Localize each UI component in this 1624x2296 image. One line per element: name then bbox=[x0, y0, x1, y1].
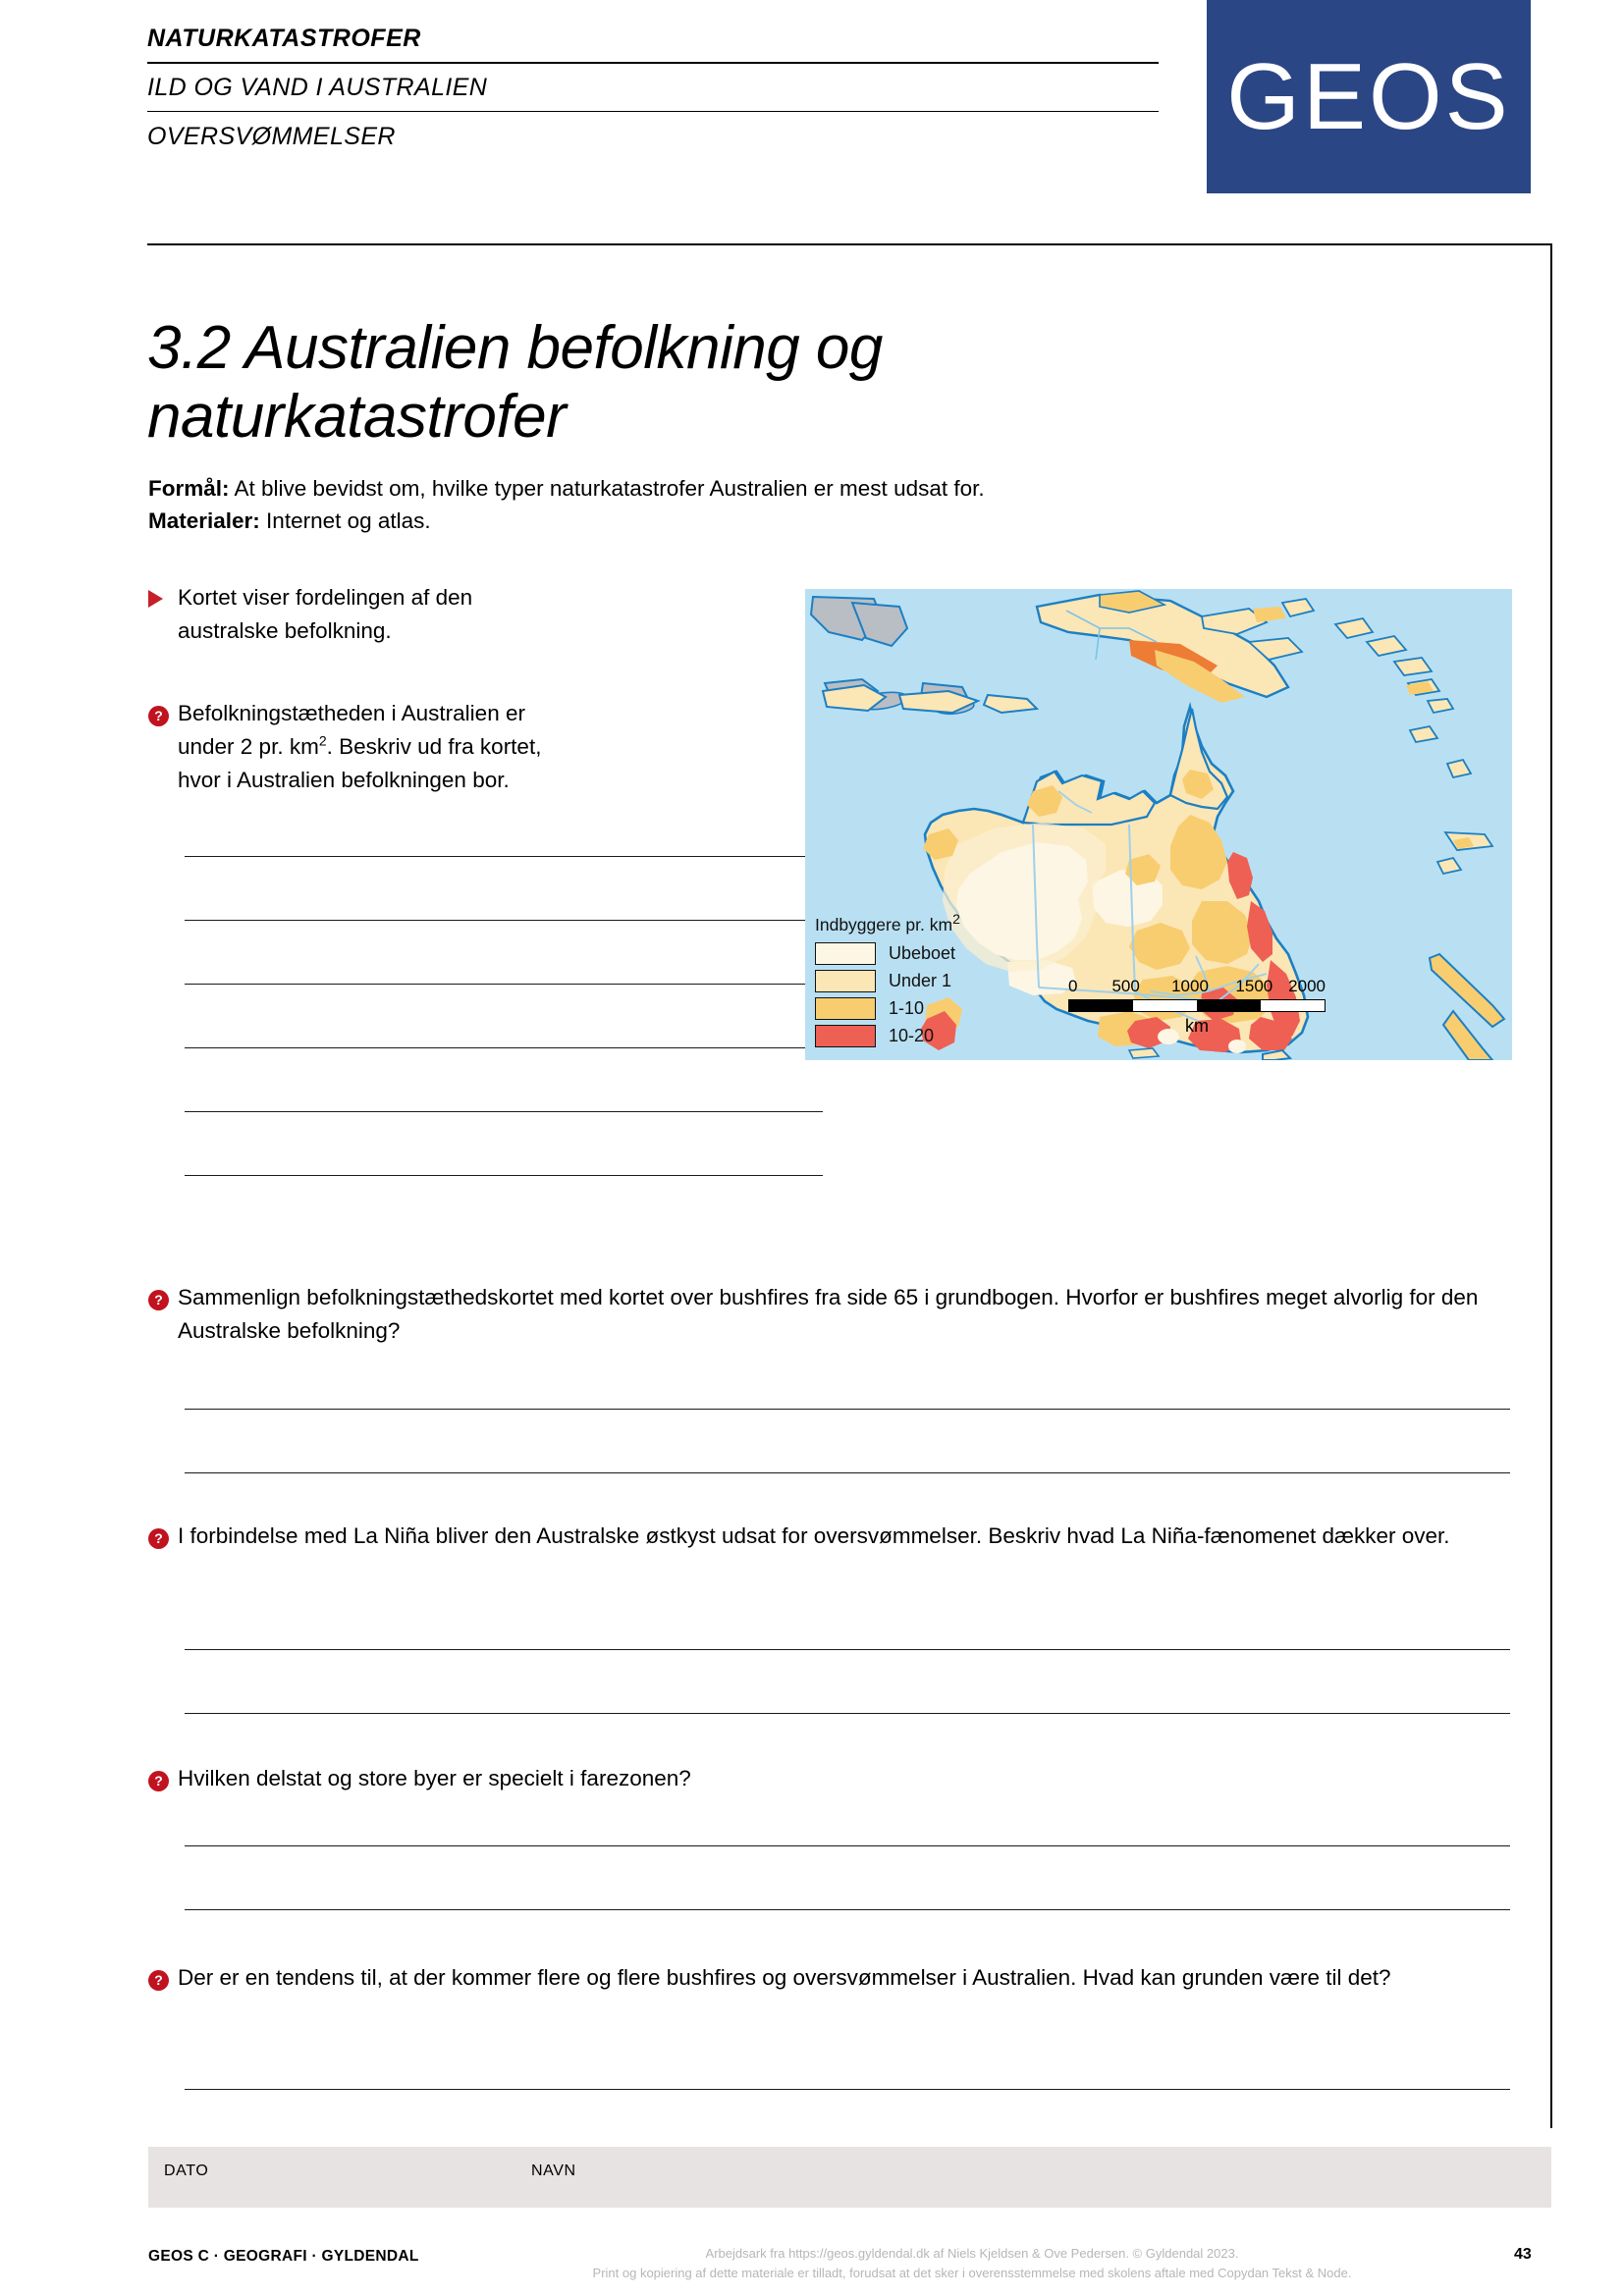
document-header bbox=[147, 25, 1159, 151]
info-bullet-block bbox=[148, 581, 570, 648]
question-block-5 bbox=[148, 1961, 1518, 1995]
answer-line[interactable] bbox=[185, 1472, 1510, 1473]
geos-logo-text: GEOS bbox=[1226, 43, 1511, 149]
question-block-1 bbox=[148, 697, 580, 796]
scale-tick-labels bbox=[1068, 977, 1326, 996]
header-section: OVERSVØMMELSER bbox=[147, 123, 396, 150]
question-text-3: I forbindelse med La Niña bliver den Australske østkyst udsat for oversvømmelser. Beskriv hvad La Niña-fænomenet dækker over. bbox=[178, 1523, 1450, 1548]
purpose-text: At blive bevidst om, hvilke typer naturkatastrofer Australien er mest udsat for. bbox=[229, 476, 985, 501]
legend-swatch bbox=[815, 997, 876, 1020]
legend-label: Under 1 bbox=[889, 971, 952, 990]
question-mark-icon: ? bbox=[148, 697, 178, 796]
population-density-map bbox=[805, 589, 1512, 1060]
header-chapter: ILD OG VAND I AUSTRALIEN bbox=[147, 64, 1159, 112]
date-field-label[interactable]: DATO bbox=[164, 2163, 209, 2179]
answer-line[interactable] bbox=[185, 1409, 1510, 1410]
scale-tick: 1500 bbox=[1235, 977, 1273, 995]
legend-row-10-20 bbox=[815, 1023, 960, 1048]
question-text-5: Der er en tendens til, at der kommer flere og flere bushfires og oversvømmelser i Australien. Hvad kan grunden være til det? bbox=[178, 1965, 1391, 1990]
footer-credit bbox=[511, 2244, 1434, 2283]
scale-unit-label: km bbox=[1185, 1016, 1209, 1036]
materials-line bbox=[148, 505, 1228, 537]
scale-tick: 1000 bbox=[1171, 977, 1209, 995]
answer-line[interactable] bbox=[185, 1175, 823, 1176]
answer-line[interactable] bbox=[185, 2089, 1510, 2090]
map-scale-bar bbox=[1068, 977, 1326, 1037]
materials-label: Materialer: bbox=[148, 508, 260, 534]
footer-credit-line-1: Arbejdsark fra https://geos.gyldendal.dk af Niels Kjeldsen & Ove Pedersen. © Gyldendal 2023. bbox=[705, 2246, 1239, 2261]
answer-line[interactable] bbox=[185, 1047, 823, 1048]
map-legend bbox=[815, 910, 960, 1051]
question-mark-icon: ? bbox=[148, 1961, 178, 1995]
legend-row-under1 bbox=[815, 968, 960, 993]
geos-logo bbox=[1207, 0, 1531, 193]
materials-text: Internet og atlas. bbox=[259, 508, 431, 534]
legend-row-ubeboet bbox=[815, 940, 960, 966]
scale-tick: 2000 bbox=[1288, 977, 1326, 995]
question-block-2 bbox=[148, 1281, 1518, 1348]
name-field-label[interactable]: NAVN bbox=[531, 2163, 576, 2179]
page-number: 43 bbox=[1514, 2246, 1532, 2263]
answer-line[interactable] bbox=[185, 984, 823, 985]
question-block-3 bbox=[148, 1520, 1518, 1553]
question-text-2: Sammenlign befolkningstæthedskortet med kortet over bushfires fra side 65 i grundbogen. Hvorfor er bushfires meget alvorlig for den Australske befolkning? bbox=[178, 1285, 1479, 1343]
purpose-label: Formål: bbox=[148, 476, 230, 501]
footer-imprint: GEOS C · GEOGRAFI · GYLDENDAL bbox=[148, 2248, 419, 2265]
legend-swatch bbox=[815, 942, 876, 965]
footer-credit-line-2: Print og kopiering af dette materiale er tilladt, forudsat at det sker i overensstemmelse med skolens aftale med Copydan Tekst & Node. bbox=[592, 2266, 1352, 2281]
scale-tick: 0 bbox=[1068, 977, 1078, 995]
question-mark-icon: ? bbox=[148, 1281, 178, 1348]
intro-block bbox=[148, 472, 1228, 538]
question-mark-icon: ? bbox=[148, 1520, 178, 1553]
legend-label: 1-10 bbox=[889, 998, 925, 1018]
answer-line[interactable] bbox=[185, 1909, 1510, 1910]
legend-swatch bbox=[815, 970, 876, 992]
header-theme: NATURKATASTROFER bbox=[147, 25, 1159, 64]
legend-label: 10-20 bbox=[889, 1026, 935, 1045]
answer-line[interactable] bbox=[185, 920, 823, 921]
question-text-4: Hvilken delstat og store byer er specielt i farezonen? bbox=[178, 1766, 691, 1790]
page-title: 3.2 Australien befolkning og naturkatastrofer bbox=[147, 313, 883, 451]
scale-bar-graphic bbox=[1068, 999, 1326, 1012]
question-text-1: Befolkningstætheden i Australien er under 2 pr. $km^2$. Beskriv ud fra kortet, hvor i Australien befolkningen bor. bbox=[178, 701, 542, 792]
question-block-4 bbox=[148, 1762, 1518, 1795]
answer-line[interactable] bbox=[185, 1713, 1510, 1714]
legend-label: Ubeboet bbox=[889, 943, 956, 963]
info-bullet-text: Kortet viser fordelingen af den australske befolkning. bbox=[178, 585, 473, 643]
name-date-bar bbox=[148, 2147, 1551, 2208]
purpose-line bbox=[148, 472, 1228, 505]
answer-line[interactable] bbox=[185, 1845, 1510, 1846]
legend-row-1-10 bbox=[815, 995, 960, 1021]
answer-line[interactable] bbox=[185, 856, 823, 857]
scale-tick: 500 bbox=[1111, 977, 1140, 995]
legend-title: Indbyggere pr. $km^2$ bbox=[815, 910, 960, 934]
triangle-bullet-icon bbox=[148, 581, 178, 648]
legend-swatch bbox=[815, 1025, 876, 1047]
question-mark-icon: ? bbox=[148, 1762, 178, 1795]
answer-line[interactable] bbox=[185, 1111, 823, 1112]
answer-line[interactable] bbox=[185, 1649, 1510, 1650]
